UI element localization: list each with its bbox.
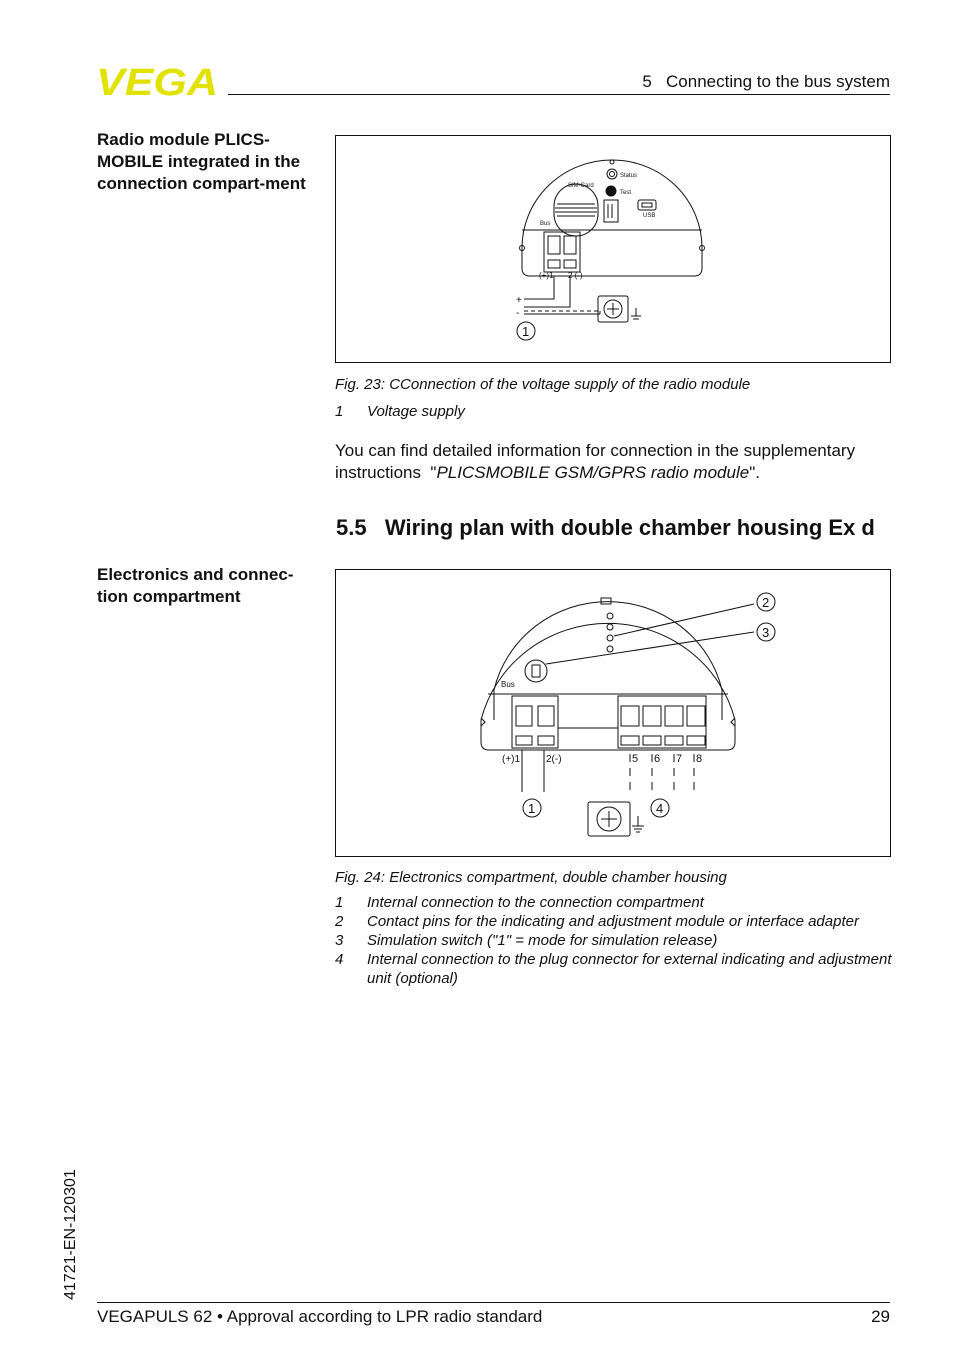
callout-3: 3 xyxy=(762,625,770,640)
terminal-plus-label: (+)1 xyxy=(502,754,521,765)
callout-4: 4 xyxy=(656,801,664,816)
figure-23 xyxy=(335,135,891,363)
page-number: 29 xyxy=(871,1307,890,1326)
legend-item: 4 Internal connection to the plug connector for external indicating and adjustment unit (optional) xyxy=(335,951,892,987)
figure-23-legend xyxy=(335,402,895,421)
radio-module-side-heading: Radio module PLICS-MOBILE integrated in the connection compart-ment xyxy=(97,130,306,193)
terminal-7-label: 7 xyxy=(676,753,683,765)
radio-module-diagram xyxy=(336,136,890,362)
electronics-compartment-diagram xyxy=(336,570,890,856)
header-rule xyxy=(228,94,890,95)
section-heading: 5.5 Wiring plan with double chamber housing Ex d xyxy=(336,515,875,540)
bus-label: Bus xyxy=(501,680,515,689)
supply-minus-label: - xyxy=(516,308,520,319)
section-title: 5 Connecting to the bus system xyxy=(642,72,890,91)
terminal-minus-label: 2 (-) xyxy=(568,271,583,280)
callout-2: 2 xyxy=(762,595,770,610)
figure-24-legend xyxy=(335,893,895,988)
callout-1: 1 xyxy=(528,801,536,816)
usb-label: USB xyxy=(643,213,656,219)
supply-plus-label: + xyxy=(516,295,522,306)
electronics-side-heading: Electronics and connec-tion compartment xyxy=(97,565,294,606)
bus-label: Bus xyxy=(540,221,551,227)
terminal-plus-label: (+)1 xyxy=(539,271,554,280)
sim-card-label: SIM-Card xyxy=(568,183,594,189)
footer-text: VEGAPULS 62 • Approval according to LPR radio standard xyxy=(97,1307,543,1326)
callout-1: 1 xyxy=(522,324,530,339)
footer-rule xyxy=(97,1302,890,1303)
status-label: Status xyxy=(620,173,638,179)
document-reference: PLICSMOBILE GSM/GPRS radio module xyxy=(436,463,750,482)
terminal-minus-label: 2(-) xyxy=(546,754,562,765)
legend-item: 2 Contact pins for the indicating and adjustment module or interface adapter xyxy=(335,913,859,930)
legend-item: 3 Simulation switch ("1" = mode for simulation release) xyxy=(335,932,718,949)
test-label: Test xyxy=(620,190,632,196)
logo-text: VEGA xyxy=(96,66,218,98)
figure-24 xyxy=(335,569,891,857)
vega-logo xyxy=(96,66,220,98)
legend-item: 1 Voltage supply xyxy=(335,403,465,420)
figure-24-caption: Fig. 24: Electronics compartment, double chamber housing xyxy=(335,869,727,886)
terminal-8-label: 8 xyxy=(696,753,703,765)
figure-23-caption: Fig. 23: CConnection of the voltage supply of the radio module xyxy=(335,376,751,393)
legend-item: 1 Internal connection to the connection compartment xyxy=(335,894,704,911)
terminal-6-label: 6 xyxy=(654,753,661,765)
document-code: 41721-EN-120301 xyxy=(62,1169,79,1300)
terminal-5-label: 5 xyxy=(632,753,639,765)
body-paragraph: You can find detailed information for connection in the supplementary instructions "PLICSMOBILE GSM/GPRS radio module". xyxy=(335,441,860,482)
